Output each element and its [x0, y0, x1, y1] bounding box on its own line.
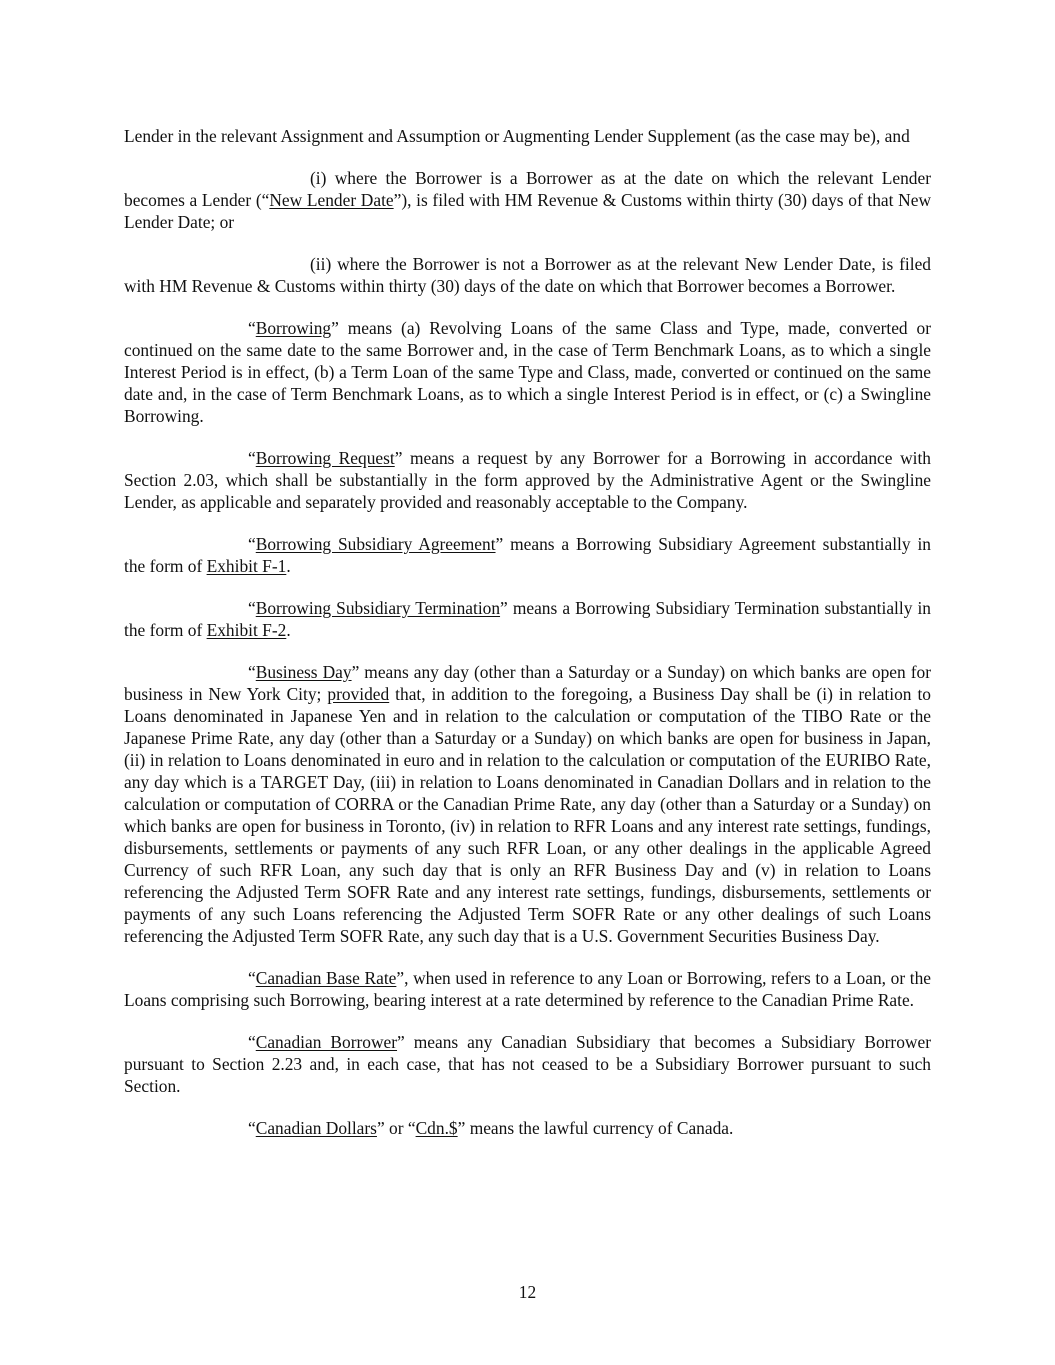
definition-business-day — [124, 661, 931, 947]
para-text: ” means any day (other than a Saturday or a Sunday) on which banks are open for business in New York City; — [124, 662, 931, 704]
paragraph-clause-ii — [124, 253, 931, 297]
para-text: ”), is filed with HM Revenue & Customs within thirty (30) days of that New Lender Date; or — [124, 190, 931, 232]
para-text: ” means (a) Revolving Loans of the same Class and Type, made, converted or continued on the same date to the same Borrower and, in the case of Term Benchmark Loans, as to which a single Interest Period is in effect, (b) a Term Loan of the same Type and Class, made, converted or continued on the same date and, in the case of Term Benchmark Loans, as to which a single Interest Period is in effect, or (c) a Swingline Borrowing. — [124, 318, 931, 426]
para-text: “ — [248, 662, 256, 682]
para-text: Lender in the relevant Assignment and Assumption or Augmenting Lender Supplement (as the case may be), and — [124, 126, 910, 146]
para-text: ” means a Borrowing Subsidiary Termination substantially in the form of — [124, 598, 931, 640]
defined-term-borrowing: Borrowing — [255, 318, 332, 338]
para-text: ” means any Canadian Subsidiary that becomes a Subsidiary Borrower pursuant to Section 2.23 and, in each case, that has not ceased to be a Subsidiary Borrower pursuant to such Section. — [124, 1032, 931, 1096]
defined-term-canadian-borrower: Canadian Borrower — [255, 1032, 398, 1052]
defined-term-borrowing-subsidiary-termination: Borrowing Subsidiary Termination — [255, 598, 501, 618]
defined-term-borrowing-subsidiary-agreement: Borrowing Subsidiary Agreement — [255, 534, 496, 554]
defined-term-business-day: Business Day — [255, 662, 352, 682]
definition-canadian-borrower — [124, 1031, 931, 1097]
definition-borrowing-subsidiary-termination — [124, 597, 931, 641]
definition-borrowing-subsidiary-agreement — [124, 533, 931, 577]
para-text: “ — [248, 968, 256, 988]
para-text: ” means a Borrowing Subsidiary Agreement substantially in the form of — [124, 534, 931, 576]
para-text: (ii) where the Borrower is not a Borrower as at the relevant New Lender Date, is filed with HM Revenue & Customs within thirty (30) days of the date on which that Borrower becomes a Borrower. — [124, 254, 931, 296]
exhibit-reference-f2: Exhibit F-2 — [206, 620, 287, 640]
definition-borrowing-request — [124, 447, 931, 513]
defined-term-canadian-dollars: Canadian Dollars — [255, 1118, 377, 1138]
para-text: “ — [248, 1118, 256, 1138]
defined-term-cdn: Cdn.$ — [415, 1118, 458, 1138]
para-text: ” means a request by any Borrower for a Borrowing in accordance with Section 2.03, which shall be substantially in the form approved by the Administrative Agent or the Swingline Lender, as applicable and separately provided and reasonably acceptable to the Company. — [124, 448, 932, 512]
definition-canadian-dollars — [124, 1117, 931, 1139]
para-text: “ — [248, 1032, 256, 1052]
para-text: ”, when used in reference to any Loan or Borrowing, refers to a Loan, or the Loans comprising such Borrowing, bearing interest at a rate determined by reference to the Canadian Prime Rate. — [124, 968, 931, 1010]
document-page — [124, 125, 931, 1159]
exhibit-reference-f1: Exhibit F-1 — [206, 556, 287, 576]
para-text: . — [286, 556, 291, 576]
para-text: “ — [248, 318, 256, 338]
defined-term-borrowing-request: Borrowing Request — [255, 448, 395, 468]
defined-term-new-lender-date: New Lender Date — [269, 190, 394, 210]
para-text: . — [286, 620, 291, 640]
para-text: “ — [248, 534, 256, 554]
para-text: that, in addition to the foregoing, a Business Day shall be (i) in relation to Loans denominated in Japanese Yen and in relation to the calculation or computation of the TIBO Rate or the Japanese Prime Rate, any day (other than a Saturday or a Sunday) on which banks are open for business in Japan, (ii) in relation to Loans denominated in euro and in relation to the calculation or computation of the EURIBO Rate, any day which is a TARGET Day, (iii) in relation to Loans denominated in Canadian Dollars and in relation to the calculation or computation of CORRA or the Canadian Prime Rate, any day (other than a Saturday or a Sunday) on which banks are open for business in Toronto, (iv) in relation to RFR Loans and any interest rate settings, fundings, disbursements, settlements or payments of any such RFR Loan, or any other dealings in the applicable Agreed Currency of such RFR Loan, any such day that is only an RFR Business Day and (v) in relation to Loans referencing the Adjusted Term SOFR Rate and any interest rate settings, fundings, disbursements, settlements or payments of any such Loans referencing the Adjusted Term SOFR Rate or any other dealings of such Loans referencing the Adjusted Term SOFR Rate, any such day that is a U.S. Government Securities Business Day. — [124, 684, 931, 946]
paragraph-lender-continuation — [124, 125, 931, 147]
defined-term-canadian-base-rate: Canadian Base Rate — [255, 968, 397, 988]
para-text: ” or “ — [376, 1118, 416, 1138]
provided-keyword: provided — [327, 684, 390, 704]
para-text: “ — [248, 448, 256, 468]
para-text: “ — [248, 598, 256, 618]
paragraph-clause-i — [124, 167, 931, 233]
para-text: (i) where the Borrower is a Borrower as at the date on which the relevant Lender becomes a Lender (“ — [124, 168, 931, 210]
para-text: ” means the lawful currency of Canada. — [457, 1118, 734, 1138]
page-number: 12 — [518, 1282, 537, 1302]
definition-borrowing — [124, 317, 931, 427]
definition-canadian-base-rate — [124, 967, 931, 1011]
